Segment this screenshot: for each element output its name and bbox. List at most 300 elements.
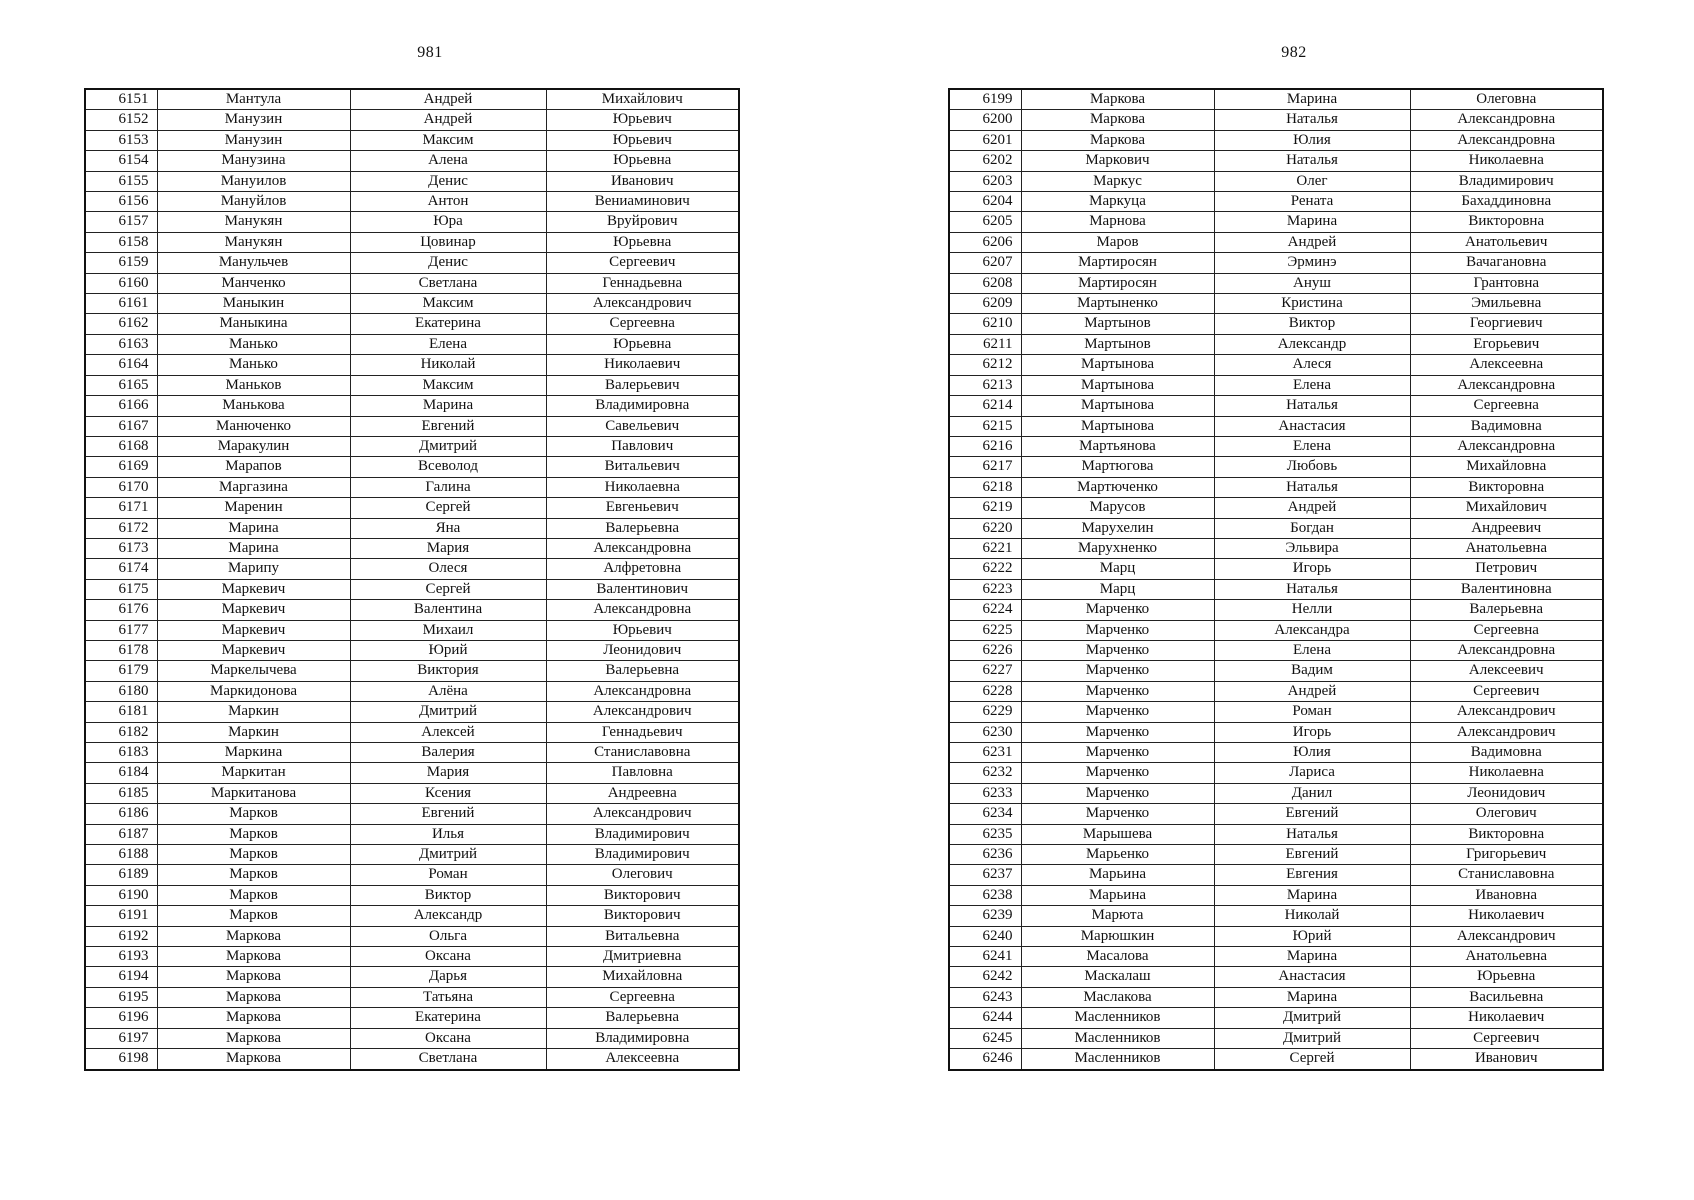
first-name-cell: Марина xyxy=(1214,987,1410,1007)
first-name-cell: Николай xyxy=(1214,906,1410,926)
record-number-cell: 6181 xyxy=(85,702,157,722)
first-name-cell: Валерия xyxy=(350,743,546,763)
table-row xyxy=(85,151,739,171)
first-name-cell: Сергей xyxy=(350,498,546,518)
patronymic-cell: Грантовна xyxy=(1410,273,1603,293)
surname-cell: Маркина xyxy=(157,743,350,763)
table-row xyxy=(949,926,1603,946)
first-name-cell: Марина xyxy=(1214,89,1410,110)
table-row xyxy=(85,885,739,905)
record-number-cell: 6173 xyxy=(85,538,157,558)
record-number-cell: 6238 xyxy=(949,885,1021,905)
first-name-cell: Андрей xyxy=(350,89,546,110)
patronymic-cell: Сергеевич xyxy=(1410,1028,1603,1048)
surname-cell: Марапов xyxy=(157,457,350,477)
surname-cell: Маркова xyxy=(1021,130,1214,150)
patronymic-cell: Олегович xyxy=(1410,804,1603,824)
first-name-cell: Мария xyxy=(350,538,546,558)
surname-cell: Марьенко xyxy=(1021,845,1214,865)
table-row xyxy=(949,1008,1603,1028)
first-name-cell: Евгений xyxy=(350,804,546,824)
surname-cell: Марченко xyxy=(1021,600,1214,620)
surname-cell: Марина xyxy=(157,538,350,558)
surname-cell: Марина xyxy=(157,518,350,538)
surname-cell: Мартынов xyxy=(1021,314,1214,334)
first-name-cell: Дмитрий xyxy=(1214,1008,1410,1028)
patronymic-cell: Валерьевна xyxy=(546,661,739,681)
surname-cell: Мартьянова xyxy=(1021,436,1214,456)
table-row xyxy=(85,1008,739,1028)
table-row xyxy=(949,518,1603,538)
patronymic-cell: Сергеевич xyxy=(546,253,739,273)
patronymic-cell: Валентинович xyxy=(546,579,739,599)
surname-cell: Маркова xyxy=(1021,110,1214,130)
surname-cell: Мартынова xyxy=(1021,355,1214,375)
register-table-body xyxy=(949,89,1603,1070)
patronymic-cell: Александровна xyxy=(1410,436,1603,456)
patronymic-cell: Олегович xyxy=(546,865,739,885)
record-number-cell: 6187 xyxy=(85,824,157,844)
table-row xyxy=(85,314,739,334)
record-number-cell: 6228 xyxy=(949,681,1021,701)
surname-cell: Марюта xyxy=(1021,906,1214,926)
record-number-cell: 6151 xyxy=(85,89,157,110)
patronymic-cell: Геннадьевна xyxy=(546,273,739,293)
patronymic-cell: Михайловна xyxy=(1410,457,1603,477)
register-table xyxy=(948,88,1604,1071)
table-row xyxy=(85,579,739,599)
table-row xyxy=(85,743,739,763)
patronymic-cell: Николаевич xyxy=(1410,906,1603,926)
patronymic-cell: Александровна xyxy=(546,600,739,620)
surname-cell: Маслакова xyxy=(1021,987,1214,1007)
first-name-cell: Яна xyxy=(350,518,546,538)
record-number-cell: 6243 xyxy=(949,987,1021,1007)
surname-cell: Марченко xyxy=(1021,620,1214,640)
table-row xyxy=(85,355,739,375)
patronymic-cell: Павлович xyxy=(546,436,739,456)
record-number-cell: 6245 xyxy=(949,1028,1021,1048)
first-name-cell: Татьяна xyxy=(350,987,546,1007)
record-number-cell: 6171 xyxy=(85,498,157,518)
first-name-cell: Юрий xyxy=(350,640,546,660)
table-row xyxy=(85,620,739,640)
record-number-cell: 6194 xyxy=(85,967,157,987)
patronymic-cell: Владимирович xyxy=(546,824,739,844)
record-number-cell: 6219 xyxy=(949,498,1021,518)
page-number: 982 xyxy=(1281,44,1307,61)
surname-cell: Маныкин xyxy=(157,294,350,314)
surname-cell: Маркова xyxy=(157,947,350,967)
record-number-cell: 6174 xyxy=(85,559,157,579)
first-name-cell: Сергей xyxy=(1214,1049,1410,1070)
table-row xyxy=(949,314,1603,334)
record-number-cell: 6202 xyxy=(949,151,1021,171)
first-name-cell: Николай xyxy=(350,355,546,375)
surname-cell: Маркитан xyxy=(157,763,350,783)
patronymic-cell: Леонидович xyxy=(1410,783,1603,803)
first-name-cell: Рената xyxy=(1214,192,1410,212)
surname-cell: Марусов xyxy=(1021,498,1214,518)
first-name-cell: Максим xyxy=(350,375,546,395)
surname-cell: Манькова xyxy=(157,396,350,416)
table-row xyxy=(949,763,1603,783)
surname-cell: Мартюгова xyxy=(1021,457,1214,477)
surname-cell: Маркевич xyxy=(157,579,350,599)
surname-cell: Манузина xyxy=(157,151,350,171)
record-number-cell: 6196 xyxy=(85,1008,157,1028)
record-number-cell: 6231 xyxy=(949,743,1021,763)
patronymic-cell: Александрович xyxy=(546,294,739,314)
surname-cell: Маркин xyxy=(157,702,350,722)
table-row xyxy=(949,396,1603,416)
patronymic-cell: Георгиевич xyxy=(1410,314,1603,334)
table-row xyxy=(949,334,1603,354)
table-row xyxy=(85,1028,739,1048)
patronymic-cell: Иванович xyxy=(546,171,739,191)
table-row xyxy=(85,457,739,477)
first-name-cell: Елена xyxy=(1214,375,1410,395)
first-name-cell: Богдан xyxy=(1214,518,1410,538)
table-row xyxy=(949,640,1603,660)
surname-cell: Манульчев xyxy=(157,253,350,273)
surname-cell: Маркелычева xyxy=(157,661,350,681)
table-row xyxy=(949,967,1603,987)
first-name-cell: Дмитрий xyxy=(350,702,546,722)
record-number-cell: 6179 xyxy=(85,661,157,681)
table-row xyxy=(949,987,1603,1007)
table-row xyxy=(85,559,739,579)
patronymic-cell: Владимировна xyxy=(546,1028,739,1048)
table-row xyxy=(85,824,739,844)
first-name-cell: Эрминэ xyxy=(1214,253,1410,273)
record-number-cell: 6235 xyxy=(949,824,1021,844)
patronymic-cell: Бахаддиновна xyxy=(1410,192,1603,212)
table-row xyxy=(949,355,1603,375)
patronymic-cell: Николаевич xyxy=(546,355,739,375)
first-name-cell: Юрий xyxy=(1214,926,1410,946)
table-row xyxy=(85,253,739,273)
patronymic-cell: Вениаминович xyxy=(546,192,739,212)
table-row xyxy=(85,498,739,518)
record-number-cell: 6217 xyxy=(949,457,1021,477)
first-name-cell: Марина xyxy=(1214,212,1410,232)
first-name-cell: Андрей xyxy=(1214,498,1410,518)
patronymic-cell: Андреевич xyxy=(1410,518,1603,538)
surname-cell: Марипу xyxy=(157,559,350,579)
surname-cell: Манукян xyxy=(157,232,350,252)
patronymic-cell: Юрьевна xyxy=(546,334,739,354)
patronymic-cell: Александрович xyxy=(1410,722,1603,742)
record-number-cell: 6184 xyxy=(85,763,157,783)
record-number-cell: 6185 xyxy=(85,783,157,803)
surname-cell: Маркова xyxy=(157,1008,350,1028)
table-row xyxy=(949,273,1603,293)
surname-cell: Мартюченко xyxy=(1021,477,1214,497)
first-name-cell: Екатерина xyxy=(350,314,546,334)
table-row xyxy=(85,436,739,456)
table-row xyxy=(85,1049,739,1070)
patronymic-cell: Александрович xyxy=(546,804,739,824)
patronymic-cell: Анатольевна xyxy=(1410,947,1603,967)
first-name-cell: Анастасия xyxy=(1214,416,1410,436)
first-name-cell: Антон xyxy=(350,192,546,212)
table-row xyxy=(949,89,1603,110)
surname-cell: Маракулин xyxy=(157,436,350,456)
record-number-cell: 6213 xyxy=(949,375,1021,395)
patronymic-cell: Александровна xyxy=(1410,375,1603,395)
surname-cell: Мартиросян xyxy=(1021,273,1214,293)
patronymic-cell: Иванович xyxy=(1410,1049,1603,1070)
first-name-cell: Виктор xyxy=(350,885,546,905)
record-number-cell: 6180 xyxy=(85,681,157,701)
table-row xyxy=(949,743,1603,763)
register-table-body xyxy=(85,89,739,1070)
surname-cell: Марченко xyxy=(1021,702,1214,722)
surname-cell: Марченко xyxy=(1021,661,1214,681)
patronymic-cell: Геннадьевич xyxy=(546,722,739,742)
patronymic-cell: Юрьевич xyxy=(546,110,739,130)
patronymic-cell: Витальевна xyxy=(546,926,739,946)
first-name-cell: Ольга xyxy=(350,926,546,946)
first-name-cell: Андрей xyxy=(1214,232,1410,252)
record-number-cell: 6234 xyxy=(949,804,1021,824)
patronymic-cell: Григорьевич xyxy=(1410,845,1603,865)
record-number-cell: 6225 xyxy=(949,620,1021,640)
table-row xyxy=(949,906,1603,926)
first-name-cell: Алёна xyxy=(350,681,546,701)
record-number-cell: 6215 xyxy=(949,416,1021,436)
table-row xyxy=(949,498,1603,518)
record-number-cell: 6158 xyxy=(85,232,157,252)
table-row xyxy=(949,947,1603,967)
record-number-cell: 6175 xyxy=(85,579,157,599)
record-number-cell: 6177 xyxy=(85,620,157,640)
record-number-cell: 6239 xyxy=(949,906,1021,926)
record-number-cell: 6221 xyxy=(949,538,1021,558)
record-number-cell: 6211 xyxy=(949,334,1021,354)
record-number-cell: 6208 xyxy=(949,273,1021,293)
record-number-cell: 6152 xyxy=(85,110,157,130)
table-row xyxy=(85,661,739,681)
surname-cell: Марченко xyxy=(1021,804,1214,824)
record-number-cell: 6227 xyxy=(949,661,1021,681)
table-row xyxy=(85,722,739,742)
record-number-cell: 6195 xyxy=(85,987,157,1007)
record-number-cell: 6155 xyxy=(85,171,157,191)
patronymic-cell: Викторович xyxy=(546,885,739,905)
first-name-cell: Нелли xyxy=(1214,600,1410,620)
patronymic-cell: Валентиновна xyxy=(1410,579,1603,599)
first-name-cell: Оксана xyxy=(350,947,546,967)
surname-cell: Маркова xyxy=(157,1049,350,1070)
first-name-cell: Галина xyxy=(350,477,546,497)
table-row xyxy=(949,457,1603,477)
table-row xyxy=(949,804,1603,824)
patronymic-cell: Станиславовна xyxy=(546,743,739,763)
record-number-cell: 6183 xyxy=(85,743,157,763)
table-row xyxy=(949,538,1603,558)
patronymic-cell: Валерьевна xyxy=(546,518,739,538)
record-number-cell: 6164 xyxy=(85,355,157,375)
record-number-cell: 6241 xyxy=(949,947,1021,967)
surname-cell: Маркевич xyxy=(157,620,350,640)
first-name-cell: Эльвира xyxy=(1214,538,1410,558)
first-name-cell: Максим xyxy=(350,130,546,150)
patronymic-cell: Николаевна xyxy=(1410,151,1603,171)
table-row xyxy=(85,375,739,395)
surname-cell: Мартыненко xyxy=(1021,294,1214,314)
surname-cell: Маркова xyxy=(157,926,350,946)
first-name-cell: Игорь xyxy=(1214,559,1410,579)
patronymic-cell: Васильевна xyxy=(1410,987,1603,1007)
table-row xyxy=(85,273,739,293)
surname-cell: Манченко xyxy=(157,273,350,293)
surname-cell: Маркевич xyxy=(157,600,350,620)
surname-cell: Марков xyxy=(157,865,350,885)
record-number-cell: 6169 xyxy=(85,457,157,477)
table-row xyxy=(85,396,739,416)
first-name-cell: Дмитрий xyxy=(350,436,546,456)
record-number-cell: 6197 xyxy=(85,1028,157,1048)
first-name-cell: Дарья xyxy=(350,967,546,987)
patronymic-cell: Викторович xyxy=(546,906,739,926)
patronymic-cell: Андреевна xyxy=(546,783,739,803)
patronymic-cell: Юрьевна xyxy=(546,232,739,252)
surname-cell: Маньков xyxy=(157,375,350,395)
record-number-cell: 6159 xyxy=(85,253,157,273)
record-number-cell: 6236 xyxy=(949,845,1021,865)
record-number-cell: 6240 xyxy=(949,926,1021,946)
first-name-cell: Наталья xyxy=(1214,824,1410,844)
record-number-cell: 6188 xyxy=(85,845,157,865)
surname-cell: Маркин xyxy=(157,722,350,742)
record-number-cell: 6162 xyxy=(85,314,157,334)
patronymic-cell: Егорьевич xyxy=(1410,334,1603,354)
table-row xyxy=(85,416,739,436)
table-row xyxy=(949,130,1603,150)
record-number-cell: 6178 xyxy=(85,640,157,660)
patronymic-cell: Эмильевна xyxy=(1410,294,1603,314)
table-row xyxy=(85,294,739,314)
record-number-cell: 6160 xyxy=(85,273,157,293)
patronymic-cell: Николаевич xyxy=(1410,1008,1603,1028)
patronymic-cell: Алфретовна xyxy=(546,559,739,579)
surname-cell: Манько xyxy=(157,355,350,375)
patronymic-cell: Вадимовна xyxy=(1410,743,1603,763)
table-row xyxy=(949,579,1603,599)
patronymic-cell: Валерьевич xyxy=(546,375,739,395)
record-number-cell: 6210 xyxy=(949,314,1021,334)
first-name-cell: Екатерина xyxy=(350,1008,546,1028)
record-number-cell: 6242 xyxy=(949,967,1021,987)
register-table xyxy=(84,88,740,1071)
record-number-cell: 6233 xyxy=(949,783,1021,803)
record-number-cell: 6201 xyxy=(949,130,1021,150)
table-row xyxy=(85,110,739,130)
record-number-cell: 6193 xyxy=(85,947,157,967)
table-row xyxy=(949,375,1603,395)
first-name-cell: Александр xyxy=(350,906,546,926)
patronymic-cell: Александрович xyxy=(1410,702,1603,722)
surname-cell: Марченко xyxy=(1021,640,1214,660)
table-row xyxy=(949,151,1603,171)
surname-cell: Масленников xyxy=(1021,1049,1214,1070)
table-row xyxy=(949,171,1603,191)
first-name-cell: Анастасия xyxy=(1214,967,1410,987)
surname-cell: Мануилов xyxy=(157,171,350,191)
patronymic-cell: Викторовна xyxy=(1410,824,1603,844)
table-row xyxy=(949,1049,1603,1070)
patronymic-cell: Михайловна xyxy=(546,967,739,987)
table-row xyxy=(85,783,739,803)
first-name-cell: Ануш xyxy=(1214,273,1410,293)
table-row xyxy=(85,192,739,212)
record-number-cell: 6156 xyxy=(85,192,157,212)
surname-cell: Марьина xyxy=(1021,885,1214,905)
record-number-cell: 6226 xyxy=(949,640,1021,660)
surname-cell: Масленников xyxy=(1021,1008,1214,1028)
table-row xyxy=(949,212,1603,232)
surname-cell: Марьина xyxy=(1021,865,1214,885)
first-name-cell: Оксана xyxy=(350,1028,546,1048)
patronymic-cell: Витальевич xyxy=(546,457,739,477)
first-name-cell: Роман xyxy=(1214,702,1410,722)
record-number-cell: 6212 xyxy=(949,355,1021,375)
patronymic-cell: Сергеевич xyxy=(1410,681,1603,701)
table-row xyxy=(85,640,739,660)
first-name-cell: Алена xyxy=(350,151,546,171)
first-name-cell: Михаил xyxy=(350,620,546,640)
first-name-cell: Олеся xyxy=(350,559,546,579)
patronymic-cell: Станиславовна xyxy=(1410,865,1603,885)
record-number-cell: 6218 xyxy=(949,477,1021,497)
first-name-cell: Любовь xyxy=(1214,457,1410,477)
table-row xyxy=(949,845,1603,865)
surname-cell: Мартынов xyxy=(1021,334,1214,354)
first-name-cell: Андрей xyxy=(1214,681,1410,701)
patronymic-cell: Николаевна xyxy=(546,477,739,497)
record-number-cell: 6198 xyxy=(85,1049,157,1070)
record-number-cell: 6230 xyxy=(949,722,1021,742)
patronymic-cell: Ивановна xyxy=(1410,885,1603,905)
patronymic-cell: Алексеевна xyxy=(1410,355,1603,375)
table-row xyxy=(949,436,1603,456)
first-name-cell: Марина xyxy=(1214,885,1410,905)
patronymic-cell: Леонидович xyxy=(546,640,739,660)
table-row xyxy=(949,722,1603,742)
table-row xyxy=(85,987,739,1007)
table-row xyxy=(949,885,1603,905)
patronymic-cell: Николаевна xyxy=(1410,763,1603,783)
first-name-cell: Наталья xyxy=(1214,579,1410,599)
table-row xyxy=(949,661,1603,681)
patronymic-cell: Александровна xyxy=(546,681,739,701)
first-name-cell: Максим xyxy=(350,294,546,314)
patronymic-cell: Владимировна xyxy=(546,396,739,416)
table-row xyxy=(85,89,739,110)
first-name-cell: Александр xyxy=(1214,334,1410,354)
record-number-cell: 6224 xyxy=(949,600,1021,620)
surname-cell: Марченко xyxy=(1021,763,1214,783)
table-row xyxy=(85,477,739,497)
patronymic-cell: Сергеевна xyxy=(546,314,739,334)
record-number-cell: 6166 xyxy=(85,396,157,416)
first-name-cell: Валентина xyxy=(350,600,546,620)
surname-cell: Марченко xyxy=(1021,743,1214,763)
first-name-cell: Сергей xyxy=(350,579,546,599)
surname-cell: Маркуца xyxy=(1021,192,1214,212)
